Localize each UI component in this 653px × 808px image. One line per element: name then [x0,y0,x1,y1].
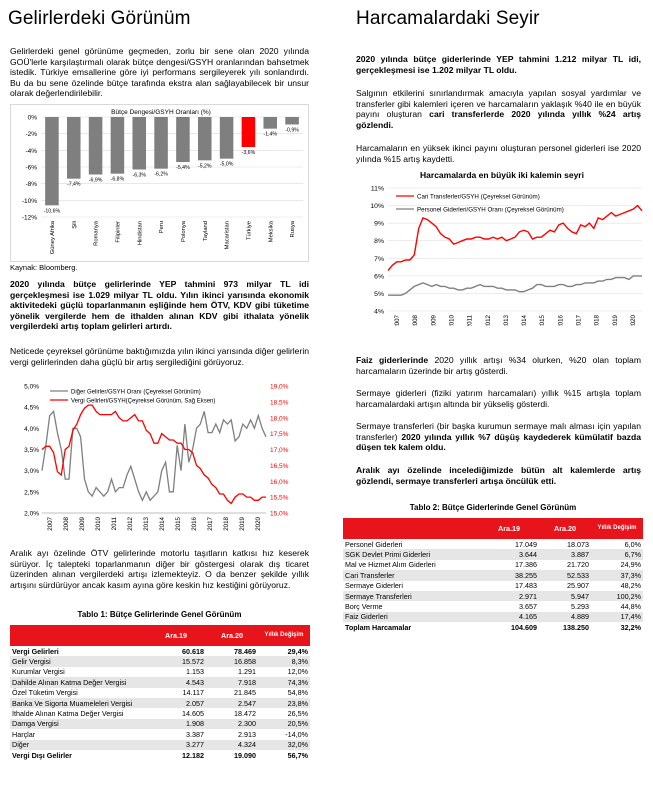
table-cell: 6,0% [624,539,641,549]
y-tick-label-left: 4,5% [24,404,39,412]
data-label: -5,0% [219,161,234,168]
paragraph-capital: Sermaye giderleri (fiziki yatırım harcamaları) yıllık %15 artışla toplam harcamalardaki artışın altında bir yükseliş gösterdi. [356,388,641,409]
table2-title: Tablo 2: Bütçe Giderlerinde Genel Görünüm [409,503,577,512]
data-label: -6,3% [132,172,147,179]
table-cell: 3.644 [479,549,539,559]
y-tick-label: 8% [374,238,384,246]
paragraph-december-expenditure: Aralık ayı özelinde incelediğimizde bütün alt kalemlerde artış gözlendi, sermaye transferleri artışa öncülük etti. [356,465,641,486]
table1-title: Tablo 1: Bütçe Gelirlerinde Genel Görünüm [77,610,242,619]
chart-title: Harcamalarda en büyük iki kalemin seyri [420,170,584,180]
table-cell: 74,3% [258,677,310,687]
table-cell: Borç Verme [345,602,383,612]
table-header-cell: Yıllık Değişim [258,625,310,646]
legend-label: Personel Giderleri/GSYH Oranı (Çeyreksel Görünüm) [417,206,564,214]
table-row [10,646,310,656]
paragraph-december: Aralık ayı özelinde ÖTV gelirlerinde motorlu taşıtların katkısı hız keserek sürüyor. İç talepteki toparlanmanın diğer bir göstergesi olarak dış ticaret üzerinden alınan vergilerdeki artışı izlemekteyiz. O da benzer şekilde yıllık artışını sürdürüyor ancak kasım ayına göre keskin hız kestiğini görüyoruz. [10,548,309,590]
table-cell: Mal ve Hizmet Alım Giderleri [345,560,436,570]
table-row [343,581,643,591]
x-tick-label: 2017 [575,315,583,326]
paragraph-intro-text: Gelirlerdeki genel görünüme geçmeden, zorlu bir sene olan 2020 yılında GOÜ'lerle karşılaştırmalı olarak bütçe dengesi/GSYH oranlarından bahsetmek istedik. Türkiye emsallerine göre iyi performans sergileyerek yılı sonlandırdı. Bu da bu sene özelinde bütçe tarafında ekstra alan sağlayabilecek bir unsur olarak değerlendirilebilir. [10,46,309,99]
expenditure-chart [352,166,646,326]
paragraph-quarterly-text: Neticede çeyreksel görünüme baktığımızda yılın ikinci yarısında diğer gelirlerin vergi gelirlerinden daha güçlü bir artış sergilediğini görüyoruz. [10,346,310,367]
table-cell: 4.889 [539,612,591,622]
table-row [10,677,310,687]
expenditure-table [343,518,643,633]
table-cell: 2.057 [146,698,206,708]
table-row [10,688,310,698]
table-cell: 17.483 [515,581,537,591]
data-label: -5,4% [176,165,190,171]
paragraph-transfers-bold: cari transferlerde 2020 yılında yıllık %24 artış gözlendi. [356,109,641,130]
series-line [42,411,266,500]
table-cell: 17.386 [515,560,537,570]
x-tick-label: 2018 [223,517,230,531]
table-cell: 104.609 [511,622,537,632]
y-tick-label: 11% [370,185,384,193]
x-tick-label: 2013 [502,315,510,326]
table-cell: 23,8% [258,698,310,708]
y-tick-label-right: 16,5% [270,462,289,470]
table-cell: 2.300 [206,719,258,729]
table-header-cell: Ara.19 [479,518,539,539]
table-cell: Kurumlar Vergisi [12,667,65,677]
table-cell: 37,3% [591,570,643,580]
table-cell: 78.469 [234,646,256,656]
x-tick-label: Polonya [180,221,187,242]
data-label: -6,8% [110,176,125,183]
table-cell: Harçlar [12,729,36,739]
table-cell: 5.293 [571,602,589,612]
table-cell: 15.572 [146,656,206,666]
y-tick-label-right: 16,0% [270,478,289,486]
table-header-row [343,518,643,539]
legend-label: Cari Transferler/GSYH (Çeyreksel Görünüm) [417,193,540,201]
table-cell: Gelir Vergisi [10,656,146,666]
table-row [343,539,643,549]
x-tick-label: 2017 [207,517,214,531]
table-cell: 1.153 [186,667,204,677]
table-cell: 8,3% [258,656,310,666]
table-header-cell [343,518,479,539]
bar [111,117,125,174]
table-cell: 48,2% [620,581,641,591]
table-cell: 3.277 [146,740,206,750]
table-cell: -14,0% [285,729,308,739]
table-row [10,698,310,708]
table-cell: 32,2% [620,622,641,632]
table-cell: 1.908 [146,719,206,729]
table-cell: Personel Giderleri [345,539,403,549]
data-label: -5,2% [197,163,212,170]
x-tick-label: 2008 [63,517,70,531]
table-header-cell: Ara.19 [146,625,206,646]
x-tick-label: Şili [71,221,78,229]
y-tick-label-right: 17,0% [270,447,289,454]
table-cell: 29,4% [287,646,308,656]
x-tick-label: Filipinler [115,221,122,243]
x-tick-label: 2010 [448,315,456,326]
x-tick-label: 2011 [111,517,118,531]
table-cell: Dahilde Alınan Katma Değer Vergisi [10,677,146,687]
y-tick-label: 6% [374,273,384,281]
table-cell: Damga Vergisi [10,719,146,729]
table-cell: 14.117 [182,688,204,698]
y-tick-label: -8% [25,181,37,189]
table-row [10,719,310,729]
table-cell: 52.533 [539,570,591,580]
table-row [343,560,643,570]
table-cell: 60.618 [182,646,204,656]
table-cell: 21.720 [567,560,589,570]
bar [67,117,81,179]
x-tick-label: Rusya [290,221,297,238]
x-tick-label: 2015 [539,315,547,326]
x-tick-label: 2012 [127,517,134,531]
x-tick-label: Macaristan [224,221,231,250]
table-cell: 2.547 [206,698,258,708]
table-row [10,667,310,677]
x-tick-label: 2020 [255,517,262,531]
paragraph-capital-transfers-bold: 2020 yılında yıllık %7 düşüş kaydederek kümülatif bazda düşen tek kalem oldu. [356,431,641,453]
y-tick-label-left: 4,0% [24,425,39,433]
table-cell: 3.887 [539,549,591,559]
paragraph-transfers-text: Salgının etkilerini sınırlandırmak amacıyla yapılan sosyal yardımlar ve transferler gibi kalemleri içeren ve harcamaların yaklaşık %40 ile en büyük payını oluşturan [356,88,641,120]
y-tick-label-right: 18,5% [270,399,289,407]
table-header-cell: Yıllık Değişim [591,518,643,539]
x-tick-label: 2007 [394,315,402,326]
y-tick-label: 5% [374,290,384,298]
revenue-ratio-chart [10,380,310,540]
x-tick-label: 2014 [159,517,166,531]
legend-label: Vergi Gelirleri/GSYH(Çeyreksel Görünüm, Sağ Eksen) [71,398,216,405]
x-tick-label: Meksika [268,221,275,243]
table-header-cell: Ara.20 [206,625,258,646]
x-tick-label: Romanya [93,221,100,246]
table-header-cell [10,625,146,646]
y-tick-label-left: 5,0% [24,383,39,391]
table-cell: İthalde Alınan Katma Değer Vergisi [12,709,124,719]
bar [176,117,190,162]
data-label: -6,9% [88,177,103,184]
table-row [10,740,310,750]
x-tick-label: 2010 [95,517,102,531]
table-cell: 4.165 [479,612,539,622]
table-row [10,750,310,760]
data-label: -7,4% [66,181,81,188]
x-tick-label: 2008 [412,315,420,326]
x-tick-label: 2019 [611,315,619,326]
table-cell: 12.182 [182,750,204,760]
data-label: -10,6% [43,208,61,215]
x-tick-label: 2020 [629,315,637,326]
y-tick-label-right: 15,5% [270,494,289,502]
x-tick-label: 2007 [47,517,54,531]
x-tick-label: 2012 [484,315,492,326]
x-tick-label: 2019 [239,517,246,531]
table-cell: 6,7% [591,549,643,559]
data-label: -0,9% [285,127,299,134]
table-row [343,570,643,580]
y-tick-label: 0% [27,114,37,122]
paragraph-interest [356,355,641,376]
table-cell: 12,0% [287,667,308,677]
y-tick-label: -2% [25,131,37,139]
table-cell: 18.073 [567,539,589,549]
y-tick-label: 7% [374,255,384,263]
table-cell: 17,4% [591,612,643,622]
table-row [10,729,310,739]
x-tick-label: Güney Afrika [49,221,56,255]
data-label: -1,4% [263,131,278,138]
budget-balance-chart [10,104,309,262]
table-cell: Vergi Dışı Gelirler [12,750,72,760]
y-tick-label: -6% [25,164,37,172]
x-tick-label: 2018 [593,315,601,326]
table-cell: Vergi Gelirleri [12,646,59,656]
table-cell: 100,2% [591,591,643,601]
table-row [10,708,310,718]
table-cell: 2.971 [479,591,539,601]
y-tick-label: 9% [374,220,384,228]
table-row [343,612,643,622]
chart-title: Bütçe Dengesi/GSYH Oranları (%) [111,109,211,116]
series-line [42,405,266,503]
table-cell: Cari Transferler [343,570,479,580]
table-cell: 5.947 [539,591,591,601]
table-row [343,549,643,559]
table-row [343,622,643,632]
table-cell: Sermaye Giderleri [345,581,403,591]
table-cell: 21.845 [234,688,256,698]
y-tick-label-right: 19,0% [270,383,289,391]
paragraph-transfers [356,88,641,130]
table-cell: 20,5% [258,719,310,729]
y-tick-label-right: 18,0% [270,415,289,423]
y-tick-label: 10% [370,203,384,211]
bar [45,117,59,205]
x-tick-label: Tayland [202,221,209,241]
x-tick-label: Hindistan [137,221,144,246]
table-row [343,601,643,611]
table-cell: 14.605 [182,709,204,719]
x-tick-label: 2013 [143,517,150,531]
x-tick-label: 2014 [521,315,529,326]
table-cell: 32,0% [258,740,310,750]
x-tick-label: 2009 [430,315,438,326]
x-tick-label: 2016 [557,315,565,326]
table-header-cell: Ara.20 [539,518,591,539]
table-cell: 4.543 [146,677,206,687]
section-title-revenue: Gelirlerdeki Görünüm [8,8,191,29]
table-cell: 16.858 [206,656,258,666]
paragraph-personnel: Harcamaların en yüksek ikinci payını oluşturan personel giderleri ise 2020 yılında %15 artış kaydetti. [356,143,641,164]
x-tick-label: 2011 [466,315,474,326]
series-line [388,276,642,295]
table-cell: 3.387 [186,729,204,739]
x-tick-label: 2009 [79,517,86,531]
table-cell: 3.657 [519,602,537,612]
table-cell: 138.250 [563,622,589,632]
paragraph-capital-transfers-text: Sermaye transferleri (bir başka kurumun sermaye malı alması için yapılan transferler) [356,421,641,442]
table-cell: Diğer [10,740,146,750]
y-tick-label-left: 3,0% [24,468,39,476]
data-label: -3,6% [241,150,256,156]
table-header-row [10,625,310,646]
paragraph-interest-text: 2020 yıllık artışı %34 olurken, %20 olan toplam harcamaların üzerinde bir artış gösterdi. [356,355,641,376]
y-tick-label-right: 15,0% [270,510,289,518]
y-tick-label-left: 2,5% [24,489,39,497]
table-cell: 1.291 [238,667,256,677]
paragraph-capital-transfers [356,421,641,453]
table-cell: 56,7% [287,750,308,760]
table-cell: Banka Ve Sigorta Muameleleri Vergisi [10,698,146,708]
bar [132,117,146,170]
table-row [343,591,643,601]
table-cell: 17.049 [515,539,537,549]
bar [242,117,256,147]
table-cell: 4.324 [206,740,258,750]
paragraph-interest-bold: Faiz giderlerinde [356,355,429,365]
table-row [10,656,310,666]
paragraph-revenue: 2020 yılında bütçe gelirlerinde YEP tahmini 973 milyar TL idi gerçekleşmesi ise 1.029 milyar TL oldu. Yılın ikinci yarısında ekonomik aktivitedeki güçlü toparlanmanın eşliğinde hem ÖTV, KDV gibi tüketime yönelik vergilerde hem de ithalden alınan KDV gibi ithalata yönelik vergilerdeki artış toplam gelirleri artırdı. [10,279,309,332]
table-cell: 2.913 [238,729,256,739]
y-tick-label-left: 3,5% [24,447,39,454]
revenue-table [10,625,310,760]
y-tick-label-right: 17,5% [270,431,289,439]
paragraph-intro [10,46,309,99]
x-tick-label: Türkiye [246,221,253,241]
table-cell: 38.255 [479,570,539,580]
table-cell: Sermaye Transferleri [343,591,479,601]
table-cell: 7.918 [206,677,258,687]
table-cell: Toplam Harcamalar [345,622,412,632]
y-tick-label: -12% [21,214,37,222]
bar [89,117,103,175]
section-title-expenditure: Harcamalardaki Seyir [356,8,540,29]
table-cell: 44,8% [620,602,641,612]
y-tick-label: -10% [21,197,37,205]
y-tick-label-left: 2,0% [24,510,39,518]
legend-label: Diğer Gelirler/GSYH Oranı (Çeyreksel Görünüm) [71,389,201,396]
table-cell: 24,9% [620,560,641,570]
bar [220,117,234,159]
paragraph-expenditure: 2020 yılında bütçe giderlerinde YEP tahmini 1.212 milyar TL idi, gerçekleşmesi ise 1.202 milyar TL oldu. [356,54,641,75]
table-cell: 25.907 [567,581,589,591]
x-tick-label: 2015 [175,517,182,531]
bar [263,117,277,129]
table-cell: SGK Devlet Primi Giderleri [343,549,479,559]
x-tick-label: Peru [159,221,166,234]
bar [154,117,168,169]
paragraph-quarterly [10,346,309,367]
bar [198,117,212,160]
table-cell: 19.090 [234,750,256,760]
bar [285,117,299,125]
table-cell: 26,5% [287,709,308,719]
table-cell: 54,8% [287,688,308,698]
data-label: -6,2% [154,171,168,178]
y-tick-label: -4% [25,147,37,155]
source-note: Kaynak: Bloomberg. [10,263,78,272]
x-tick-label: 2016 [191,517,198,531]
y-tick-label: 4% [374,308,384,316]
table-cell: 18.472 [234,709,256,719]
table-cell: Özel Tüketim Vergisi [12,688,78,698]
series-line [388,206,642,271]
table-cell: Faiz Giderleri [343,612,479,622]
